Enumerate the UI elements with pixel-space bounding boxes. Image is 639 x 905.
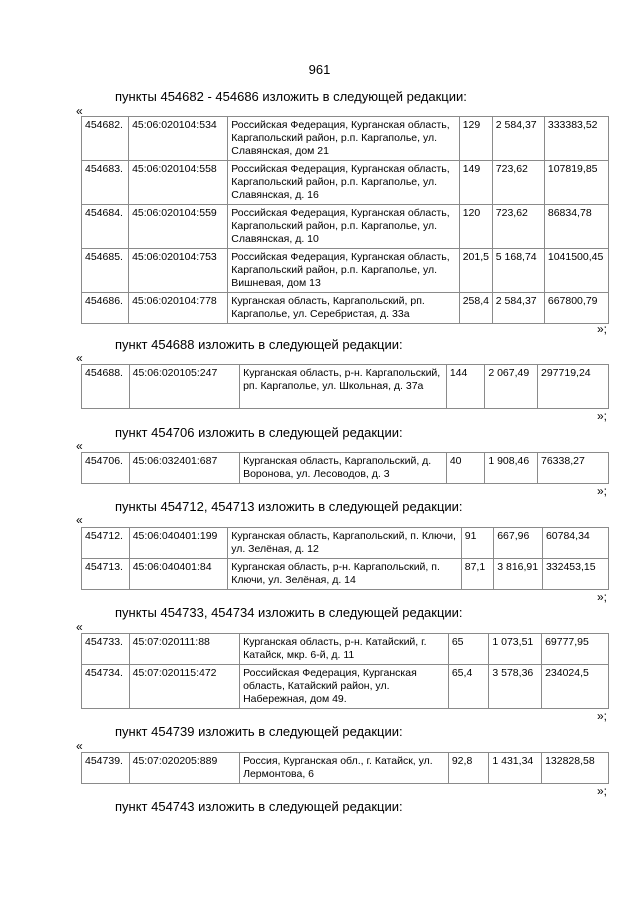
registry-table: [81, 452, 609, 484]
address: Российская Федерация, Курганская область, Каргапольский район, р.п. Каргаполье, ул. Вишневая, дом 13: [228, 249, 459, 293]
table-row: [82, 453, 609, 484]
cadastral-number: 45:07:020205:889: [129, 753, 239, 784]
cadastral-number: 45:06:020104:558: [129, 161, 228, 205]
registry-table: [81, 633, 609, 709]
item-number: 454713.: [82, 559, 130, 590]
cadastral-number: 45:06:040401:84: [129, 559, 227, 590]
area: 87,1: [461, 559, 493, 590]
area: 65: [448, 634, 489, 665]
cadastral-number: 45:06:032401:687: [129, 453, 239, 484]
section-heading: пункт 454688 изложить в следующей редакции:: [115, 337, 403, 352]
close-quote: »;: [596, 409, 607, 423]
item-number: 454682.: [82, 117, 129, 161]
item-number: 454683.: [82, 161, 129, 205]
table-row: [82, 634, 609, 665]
cadastral-value: 332453,15: [542, 559, 608, 590]
open-quote: «: [76, 351, 83, 365]
cadastral-number: 45:06:020104:534: [129, 117, 228, 161]
cadastral-value-per-unit: 3 578,36: [489, 665, 542, 709]
table-row: [82, 528, 609, 559]
address: Российская Федерация, Курганская область, Каргапольский район, р.п. Каргаполье, ул. Славянская, д. 16: [228, 161, 459, 205]
registry-table: [81, 527, 609, 590]
address: Курганская область, Каргапольский, рп. Каргаполье, ул. Серебристая, д. 33а: [228, 293, 459, 324]
item-number: 454686.: [82, 293, 129, 324]
cadastral-value-per-unit: 723,62: [492, 161, 544, 205]
area: 40: [446, 453, 485, 484]
close-quote: »;: [596, 709, 607, 723]
item-number: 454688.: [82, 365, 130, 409]
area: 120: [459, 205, 492, 249]
area: 149: [459, 161, 492, 205]
item-number: 454734.: [82, 665, 130, 709]
address: Курганская область, Каргапольский, д. Воронова, ул. Лесоводов, д. 3: [240, 453, 447, 484]
open-quote: «: [76, 513, 83, 527]
section-heading: пункты 454682 - 454686 изложить в следующей редакции:: [115, 89, 467, 104]
table-row: [82, 249, 609, 293]
cadastral-value: 132828,58: [542, 753, 609, 784]
cadastral-value: 76338,27: [538, 453, 609, 484]
cadastral-number: 45:07:020115:472: [129, 665, 239, 709]
open-quote: «: [76, 620, 83, 634]
close-quote: »;: [596, 784, 607, 798]
close-quote: »;: [596, 590, 607, 604]
area: 129: [459, 117, 492, 161]
item-number: 454684.: [82, 205, 129, 249]
cadastral-value: 297719,24: [538, 365, 609, 409]
cadastral-value: 667800,79: [544, 293, 608, 324]
open-quote: «: [76, 739, 83, 753]
cadastral-value: 69777,95: [542, 634, 609, 665]
registry-table: [81, 752, 609, 784]
cadastral-value-per-unit: 1 431,34: [489, 753, 542, 784]
item-number: 454685.: [82, 249, 129, 293]
area: 201,5: [459, 249, 492, 293]
section-heading: пункт 454739 изложить в следующей редакции:: [115, 724, 403, 739]
open-quote: «: [76, 439, 83, 453]
close-quote: »;: [596, 322, 607, 336]
table-row: [82, 205, 609, 249]
registry-table: [81, 364, 609, 409]
address: Российская Федерация, Курганская область, Каргапольский район, р.п. Каргаполье, ул. Славянская, дом 21: [228, 117, 459, 161]
cadastral-value: 333383,52: [544, 117, 608, 161]
cadastral-value-per-unit: 723,62: [492, 205, 544, 249]
section-heading: пункт 454706 изложить в следующей редакции:: [115, 425, 403, 440]
cadastral-value-per-unit: 2 584,37: [492, 293, 544, 324]
cadastral-value: 60784,34: [542, 528, 608, 559]
table-row: [82, 559, 609, 590]
table-row: [82, 365, 609, 409]
cadastral-value: 107819,85: [544, 161, 608, 205]
cadastral-value-per-unit: 5 168,74: [492, 249, 544, 293]
cadastral-value-per-unit: 3 816,91: [494, 559, 543, 590]
close-quote: »;: [596, 484, 607, 498]
area: 92,8: [448, 753, 489, 784]
item-number: 454733.: [82, 634, 130, 665]
cadastral-value-per-unit: 1 073,51: [489, 634, 542, 665]
cadastral-value-per-unit: 667,96: [494, 528, 543, 559]
address: Российская Федерация, Курганская область, Каргапольский район, р.п. Каргаполье, ул. Славянская, д. 10: [228, 205, 459, 249]
area: 258,4: [459, 293, 492, 324]
address: Курганская область, р-н. Катайский, г. Катайск, мкр. 6-й, д. 11: [240, 634, 449, 665]
item-number: 454712.: [82, 528, 130, 559]
table-row: [82, 161, 609, 205]
item-number: 454706.: [82, 453, 130, 484]
cadastral-number: 45:06:020105:247: [129, 365, 239, 409]
registry-table: [81, 116, 609, 324]
address: Курганская область, р-н. Каргапольский, п. Ключи, ул. Зелёная, д. 14: [228, 559, 462, 590]
cadastral-number: 45:07:020111:88: [129, 634, 239, 665]
cadastral-value-per-unit: 2 067,49: [485, 365, 538, 409]
cadastral-value: 234024,5: [542, 665, 609, 709]
page-number: 961: [308, 62, 331, 77]
section-heading: пункты 454712, 454713 изложить в следующей редакции:: [115, 499, 463, 514]
cadastral-number: 45:06:020104:778: [129, 293, 228, 324]
table-row: [82, 665, 609, 709]
cadastral-number: 45:06:040401:199: [129, 528, 227, 559]
address: Курганская область, Каргапольский, п. Ключи, ул. Зелёная, д. 12: [228, 528, 462, 559]
area: 65,4: [448, 665, 489, 709]
section-heading: пункты 454733, 454734 изложить в следующей редакции:: [115, 605, 463, 620]
open-quote: «: [76, 104, 83, 118]
table-row: [82, 293, 609, 324]
address: Российская Федерация, Курганская область, Катайский район, ул. Набережная, дом 49.: [240, 665, 449, 709]
cadastral-number: 45:06:020104:753: [129, 249, 228, 293]
address: Курганская область, р-н. Каргапольский, рп. Каргаполье, ул. Школьная, д. 37а: [240, 365, 447, 409]
item-number: 454739.: [82, 753, 130, 784]
cadastral-value: 1041500,45: [544, 249, 608, 293]
cadastral-value-per-unit: 1 908,46: [485, 453, 538, 484]
table-row: [82, 753, 609, 784]
area: 144: [446, 365, 485, 409]
address: Россия, Курганская обл., г. Катайск, ул. Лермонтова, 6: [240, 753, 449, 784]
cadastral-number: 45:06:020104:559: [129, 205, 228, 249]
area: 91: [461, 528, 493, 559]
section-heading: пункт 454743 изложить в следующей редакции:: [115, 799, 403, 814]
cadastral-value-per-unit: 2 584,37: [492, 117, 544, 161]
table-row: [82, 117, 609, 161]
cadastral-value: 86834,78: [544, 205, 608, 249]
